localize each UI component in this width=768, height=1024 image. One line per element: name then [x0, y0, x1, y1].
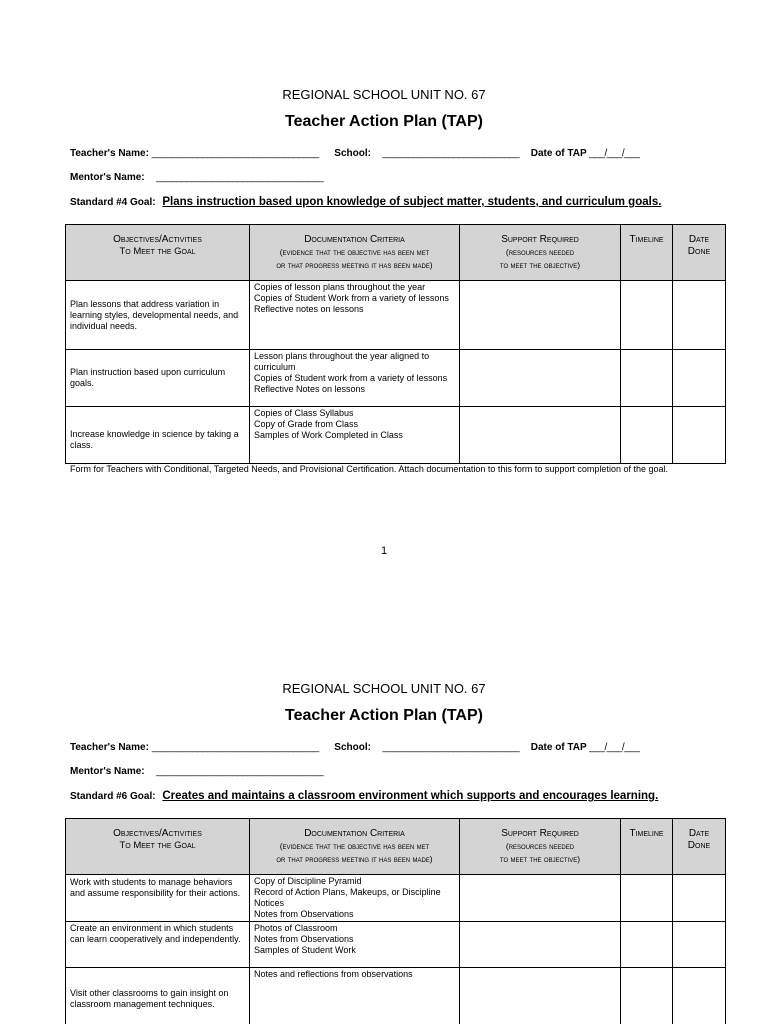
teacher-name-label: Teacher's Name: — [70, 148, 149, 159]
standard-goal-text: Creates and maintains a classroom environment which supports and encourages learning. — [162, 790, 659, 802]
form-footnote: Form for Teachers with Conditional, Targeted Needs, and Provisional Certification. Attach documentation to this form to support completion of the goal. — [70, 464, 668, 474]
standard-goal-label: Standard #6 Goal: — [70, 791, 156, 802]
documentation-cell: Lesson plans throughout the year aligned to curriculum Copies of Student work from a variety of lessons Reflective Notes on lessons — [250, 350, 460, 407]
date-done-cell[interactable] — [673, 875, 726, 922]
date-done-cell[interactable] — [673, 350, 726, 407]
mentor-row — [70, 766, 323, 777]
page-title: Teacher Action Plan (TAP) — [285, 113, 483, 130]
objective-cell: Increase knowledge in science by taking a class. — [66, 407, 250, 464]
mentor-name-field[interactable]: _________________________________ — [156, 766, 324, 777]
school-label: School: — [334, 742, 371, 753]
documentation-cell: Photos of Classroom Notes from Observations Samples of Student Work — [250, 922, 460, 968]
page-number: 1 — [380, 545, 388, 557]
support-column-header: Support Required (resources needed to meet the objective) — [460, 225, 621, 281]
mentor-name-field[interactable]: _________________________________ — [156, 172, 324, 183]
standard-goal-row — [70, 196, 661, 208]
timeline-cell[interactable] — [621, 875, 673, 922]
support-column-header: Support Required (resources needed to meet the objective) — [460, 819, 621, 875]
timeline-column-header: Timeline — [621, 819, 673, 875]
objective-cell: Visit other classrooms to gain insight on classroom management techniques. — [66, 968, 250, 1024]
standard-goal-text: Plans instruction based upon knowledge of subject matter, students, and curriculum goals. — [162, 196, 662, 208]
documentation-column-header: Documentation Criteria (evidence that the objective has been met or that progress meeting it has been made) — [250, 819, 460, 875]
timeline-cell[interactable] — [621, 281, 673, 350]
school-field[interactable]: ___________________________ — [382, 148, 520, 159]
teacher-name-field[interactable]: _________________________________ — [151, 742, 319, 753]
date-done-cell[interactable] — [673, 922, 726, 968]
support-cell[interactable] — [460, 350, 621, 407]
document-page-2 — [0, 594, 768, 1024]
table-row — [66, 407, 726, 464]
teacher-school-date-row — [70, 148, 639, 159]
objective-cell: Plan instruction based upon curriculum goals. — [66, 350, 250, 407]
school-field[interactable]: ___________________________ — [382, 742, 520, 753]
date-done-column-header: Date Done — [673, 225, 726, 281]
date-of-tap-label: Date of TAP — [530, 742, 587, 753]
timeline-cell[interactable] — [621, 350, 673, 407]
documentation-cell: Copy of Discipline Pyramid Record of Action Plans, Makeups, or Discipline Notices Notes from Observations — [250, 875, 460, 922]
table-row — [66, 922, 726, 968]
documentation-cell: Notes and reflections from observations — [250, 968, 460, 1024]
timeline-cell[interactable] — [621, 407, 673, 464]
action-plan-table — [65, 818, 726, 1024]
support-cell[interactable] — [460, 407, 621, 464]
action-plan-table — [65, 224, 726, 464]
timeline-column-header: Timeline — [621, 225, 673, 281]
standard-goal-label: Standard #4 Goal: — [70, 197, 156, 208]
date-of-tap-field[interactable]: ___/___/___ — [589, 148, 640, 159]
documentation-column-header: Documentation Criteria (evidence that the objective has been met or that progress meeting it has been made) — [250, 225, 460, 281]
objective-cell: Create an environment in which students can learn cooperatively and independently. — [66, 922, 250, 968]
support-cell[interactable] — [460, 875, 621, 922]
table-row — [66, 968, 726, 1024]
teacher-school-date-row — [70, 742, 639, 753]
mentor-name-label: Mentor's Name: — [70, 172, 145, 183]
date-of-tap-field[interactable]: ___/___/___ — [589, 742, 640, 753]
documentation-cell: Copies of Class Syllabus Copy of Grade from Class Samples of Work Completed in Class — [250, 407, 460, 464]
objective-cell: Work with students to manage behaviors and assume responsibility for their actions. — [66, 875, 250, 922]
objectives-column-header: Objectives/Activities To Meet the Goal — [66, 819, 250, 875]
table-header-row — [66, 225, 726, 281]
table-row — [66, 281, 726, 350]
teacher-name-label: Teacher's Name: — [70, 742, 149, 753]
date-of-tap-label: Date of TAP — [530, 148, 587, 159]
objective-cell: Plan lessons that address variation in learning styles, developmental needs, and individual needs. — [66, 281, 250, 350]
objectives-column-header: Objectives/Activities To Meet the Goal — [66, 225, 250, 281]
table-row — [66, 875, 726, 922]
standard-goal-row — [70, 790, 658, 802]
support-cell[interactable] — [460, 922, 621, 968]
teacher-name-field[interactable]: _________________________________ — [151, 148, 319, 159]
organization-name: REGIONAL SCHOOL UNIT NO. 67 — [282, 681, 486, 696]
school-label: School: — [334, 148, 371, 159]
table-header-row — [66, 819, 726, 875]
date-done-column-header: Date Done — [673, 819, 726, 875]
organization-name: REGIONAL SCHOOL UNIT NO. 67 — [282, 87, 486, 102]
page-title: Teacher Action Plan (TAP) — [285, 707, 483, 724]
date-done-cell[interactable] — [673, 968, 726, 1024]
support-cell[interactable] — [460, 281, 621, 350]
mentor-name-label: Mentor's Name: — [70, 766, 145, 777]
table-row — [66, 350, 726, 407]
date-done-cell[interactable] — [673, 407, 726, 464]
date-done-cell[interactable] — [673, 281, 726, 350]
support-cell[interactable] — [460, 968, 621, 1024]
documentation-cell: Copies of lesson plans throughout the year Copies of Student Work from a variety of lessons Reflective notes on lessons — [250, 281, 460, 350]
mentor-row — [70, 172, 323, 183]
timeline-cell[interactable] — [621, 922, 673, 968]
timeline-cell[interactable] — [621, 968, 673, 1024]
